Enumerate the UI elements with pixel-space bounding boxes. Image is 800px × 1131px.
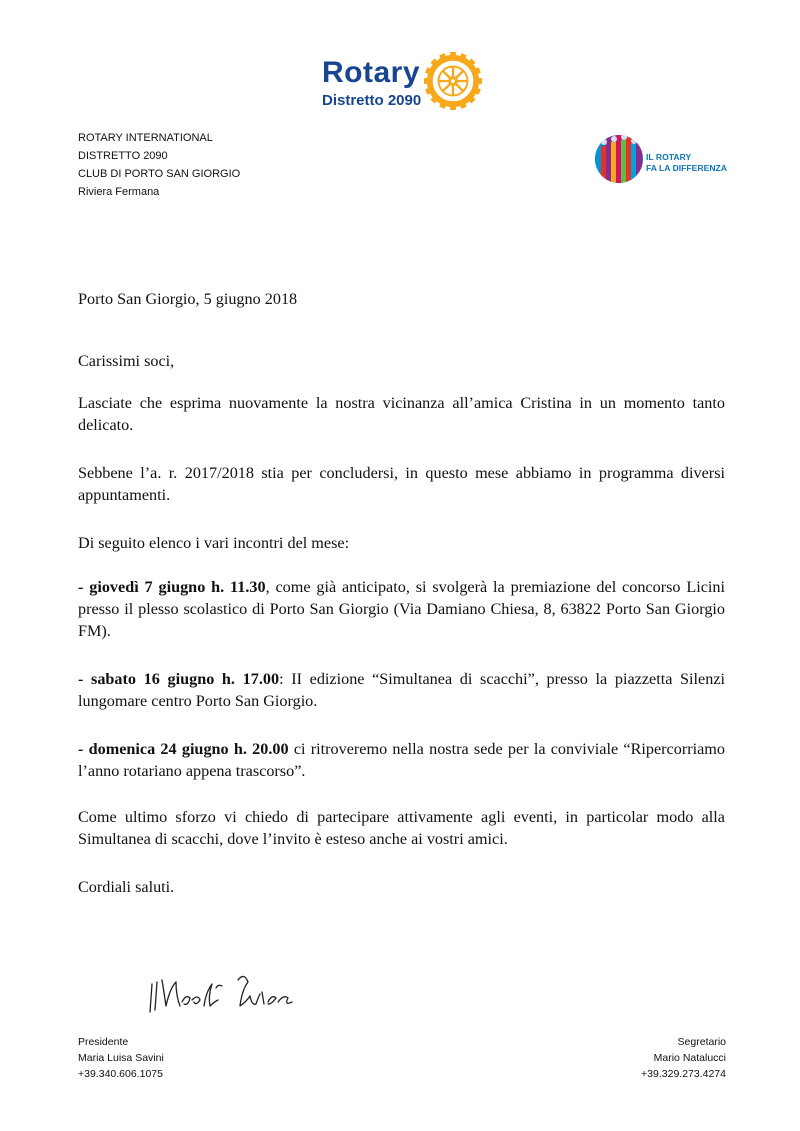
letter-date: Porto San Giorgio, 5 giugno 2018 [78,290,298,308]
colorful-people-icon [594,128,646,190]
secretary-name: Mario Natalucci [653,1052,726,1064]
paragraph-events-intro: Di seguito elenco i vari incontri del mese: [78,534,350,552]
event-text-scacchi: : II edizione “Simultanea di scacchi”, presso la piazzetta Silenzi lungomare centro Porto San Giorgio. [78,670,725,710]
slogan-line-1: IL ROTARY [646,152,692,162]
paragraph-condolence: Lasciate che esprima nuovamente la nostra vicinanza all’amica Cristina in un momento tanto delicato. [78,394,725,434]
paragraph-participation: Come ultimo sforzo vi chiedo di partecipare attivamente agli eventi, in particolar modo alla Simultanea di scacchi, dove l’invito è esteso anche ai vostri amici. [78,808,725,848]
club-line-club-name: CLUB DI PORTO SAN GIORGIO [78,168,241,180]
difference-slogan [646,152,727,174]
secretary-role: Segretario [677,1036,726,1048]
secretary-block [641,1034,726,1082]
rotary-difference-logo [594,128,734,190]
club-header [78,129,240,201]
handwritten-signature [120,962,320,1022]
event-date-conviviale: - domenica 24 giugno h. 20.00 [78,740,289,758]
event-date-licini: - giovedì 7 giugno h. 11.30 [78,578,266,596]
president-role: Presidente [78,1036,129,1048]
secretary-phone: +39.329.273.4274 [641,1068,726,1080]
event-item-licini [78,576,725,642]
president-name: Maria Luisa Savini [78,1052,164,1064]
event-date-scacchi: - sabato 16 giugno h. 17.00 [78,670,280,688]
event-item-conviviale [78,738,725,782]
club-line-riviera: Riviera Fermana [78,186,160,198]
rotary-wheel-icon [424,52,482,110]
logo-district: Distretto 2090 [322,92,422,109]
president-block [78,1034,164,1082]
rotary-logo [318,50,488,120]
president-phone: +39.340.606.1075 [78,1068,163,1080]
event-text-conviviale: ci ritroveremo nella nostra sede per la conviviale “Ripercorriamo l’anno rotariano appena trascorso”. [78,740,725,780]
paragraph-year-ending: Sebbene l’a. r. 2017/2018 stia per concludersi, in questo mese abbiamo in programma diversi appuntamenti. [78,464,725,504]
letter-closing: Cordiali saluti. [78,878,175,896]
slogan-line-2: FA LA DIFFERENZA [646,163,727,173]
event-text-licini: , come già anticipato, si svolgerà la premiazione del concorso Licini presso il plesso scolastico di Porto San Giorgio (Via Damiano Chiesa, 8, 63822 Porto San Giorgio FM). [78,578,725,640]
letter-greeting: Carissimi soci, [78,352,175,370]
club-line-district: DISTRETTO 2090 [78,150,168,162]
logo-brand: Rotary [322,56,421,89]
club-line-rotary-international: ROTARY INTERNATIONAL [78,132,213,144]
event-item-scacchi [78,668,725,712]
